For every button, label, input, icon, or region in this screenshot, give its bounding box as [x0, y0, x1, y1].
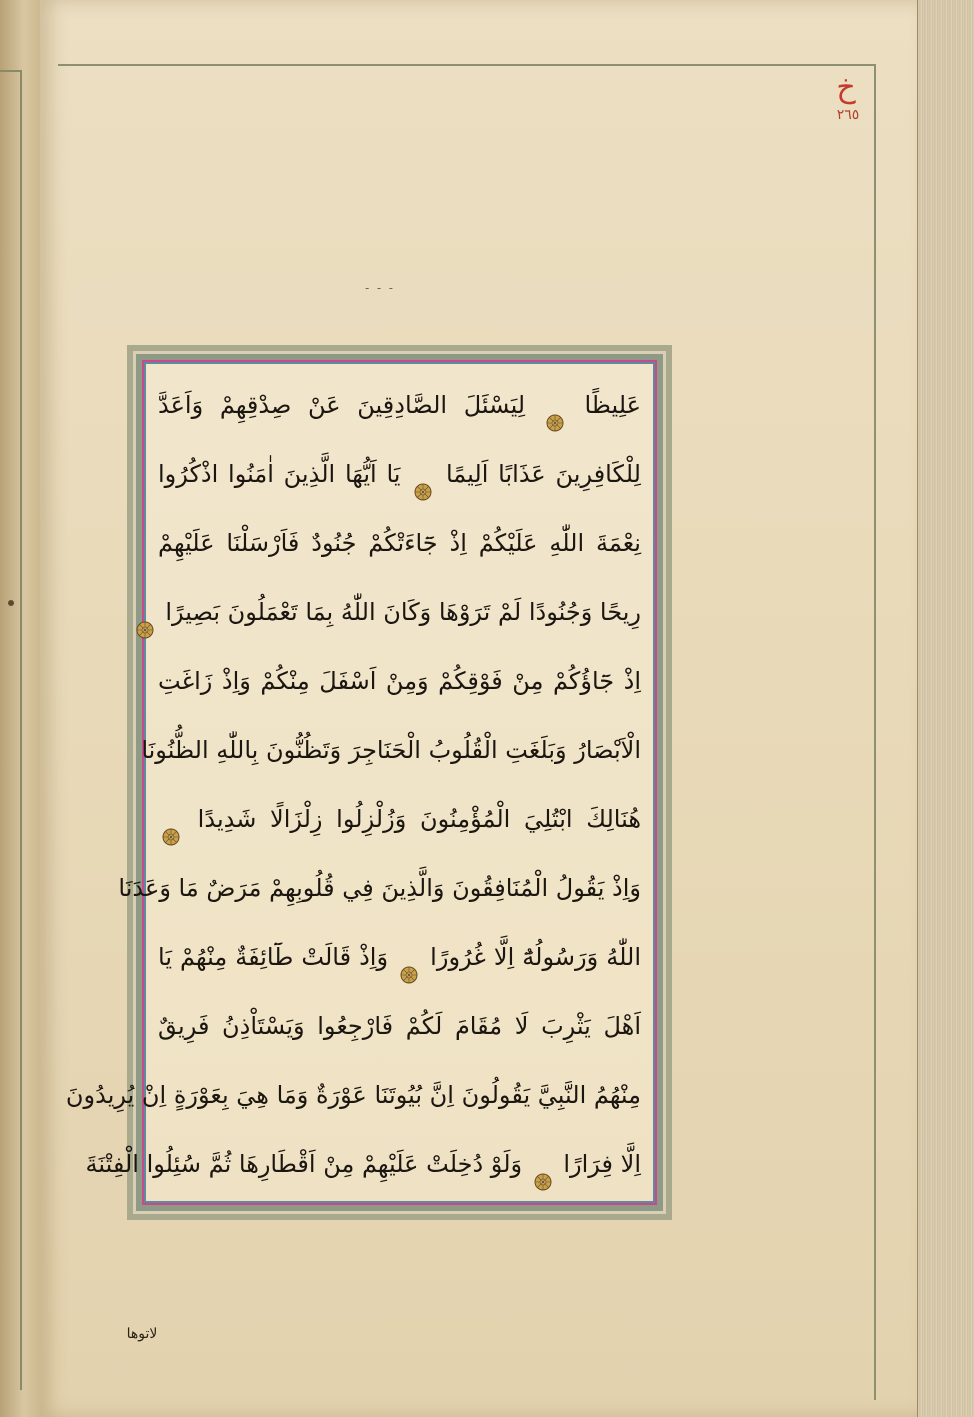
folio-number: ٢٦٥: [836, 107, 860, 123]
text-line: الْاَبْصَارُ وَبَلَغَتِ الْقُلُوبُ الْحَنَاجِرَ وَتَظُنُّونَ بِاللّٰهِ الظُّنُونَا: [141, 736, 641, 764]
panel-border-pink: [65, 360, 657, 1205]
panel-border-blue: [65, 362, 655, 1203]
gold-rosette-icon: [399, 948, 419, 968]
gold-rosette-icon: [135, 603, 155, 623]
text-line: اللّٰهُ وَرَسُولُهُٓ اِلَّا غُرُورًا وَاِذْ قَالَتْ طَٓائِفَةٌ مِنْهُمْ يَا: [158, 928, 641, 986]
text-line: نِعْمَةَ اللّٰهِ عَلَيْكُمْ اِذْ جَٓاءَتْكُمْ جُنُودٌ فَاَرْسَلْنَا عَلَيْهِمْ: [158, 529, 641, 557]
facing-page-edge: [0, 0, 41, 1417]
folio-sign: خ: [836, 70, 856, 105]
text-line: اَهْلَ يَثْرِبَ لَا مُقَامَ لَكُمْ فَارْجِعُوا وَيَسْتَاْذِنُ فَرِيقٌ: [158, 1012, 641, 1040]
gold-rosette-icon: [533, 1155, 553, 1175]
margin-dot: [8, 600, 14, 606]
facing-page-rule: [0, 70, 22, 72]
facing-page-rule-vertical: [20, 70, 22, 1390]
gold-rosette-icon: [161, 810, 181, 830]
catchword: لاتوها: [126, 1326, 158, 1342]
gold-rosette-icon: [545, 396, 565, 416]
text-line: لِلْكَافِرِينَ عَذَابًا اَلِيمًا يَا اَيُّهَا الَّذِينَ اٰمَنُوا اذْكُرُوا: [158, 445, 641, 503]
text-line: رِيحًا وَجُنُودًا لَمْ تَرَوْهَا وَكَانَ اللّٰهُ بِمَا تَعْمَلُونَ بَصِيرًا: [158, 583, 641, 641]
text-line: مِنْهُمُ النَّبِيَّ يَقُولُونَ اِنَّ بُيُوتَنَا عَوْرَةٌ وَمَا هِيَ بِعَوْرَةٍ اِنْ يُرِيدُونَ: [65, 1081, 641, 1109]
text-line: وَاِذْ يَقُولُ الْمُنَافِقُونَ وَالَّذِينَ فِي قُلُوبِهِمْ مَرَضٌ مَا وَعَدَنَا: [118, 874, 641, 902]
panel-border-green: [65, 354, 663, 1211]
gold-rosette-icon: [413, 465, 433, 485]
text-line: اِلَّا فِرَارًا وَلَوْ دُخِلَتْ عَلَيْهِمْ مِنْ اَقْطَارِهَا ثُمَّ سُئِلُوا الْفِتْنَةَ: [158, 1135, 641, 1193]
text-line: عَلِيظًا لِيَسْئَلَ الصَّادِقِينَ عَنْ صِدْقِهِمْ وَاَعَدَّ: [158, 376, 641, 434]
separator-dots: - - -: [365, 281, 395, 295]
panel-border-cream: [65, 351, 666, 1214]
text-line: هُنَالِكَ ابْتُلِيَ الْمُؤْمِنُونَ وَزُلْزِلُوا زِلْزَالًا شَدِيدًا: [158, 790, 641, 848]
text-panel: [65, 345, 672, 1220]
text-block: [65, 364, 653, 1201]
text-line: اِذْ جَٓاؤُكُمْ مِنْ فَوْقِكُمْ وَمِنْ اَسْفَلَ مِنْكُمْ وَاِذْ زَاغَتِ: [158, 667, 641, 695]
book-page-edges: [917, 0, 974, 1417]
